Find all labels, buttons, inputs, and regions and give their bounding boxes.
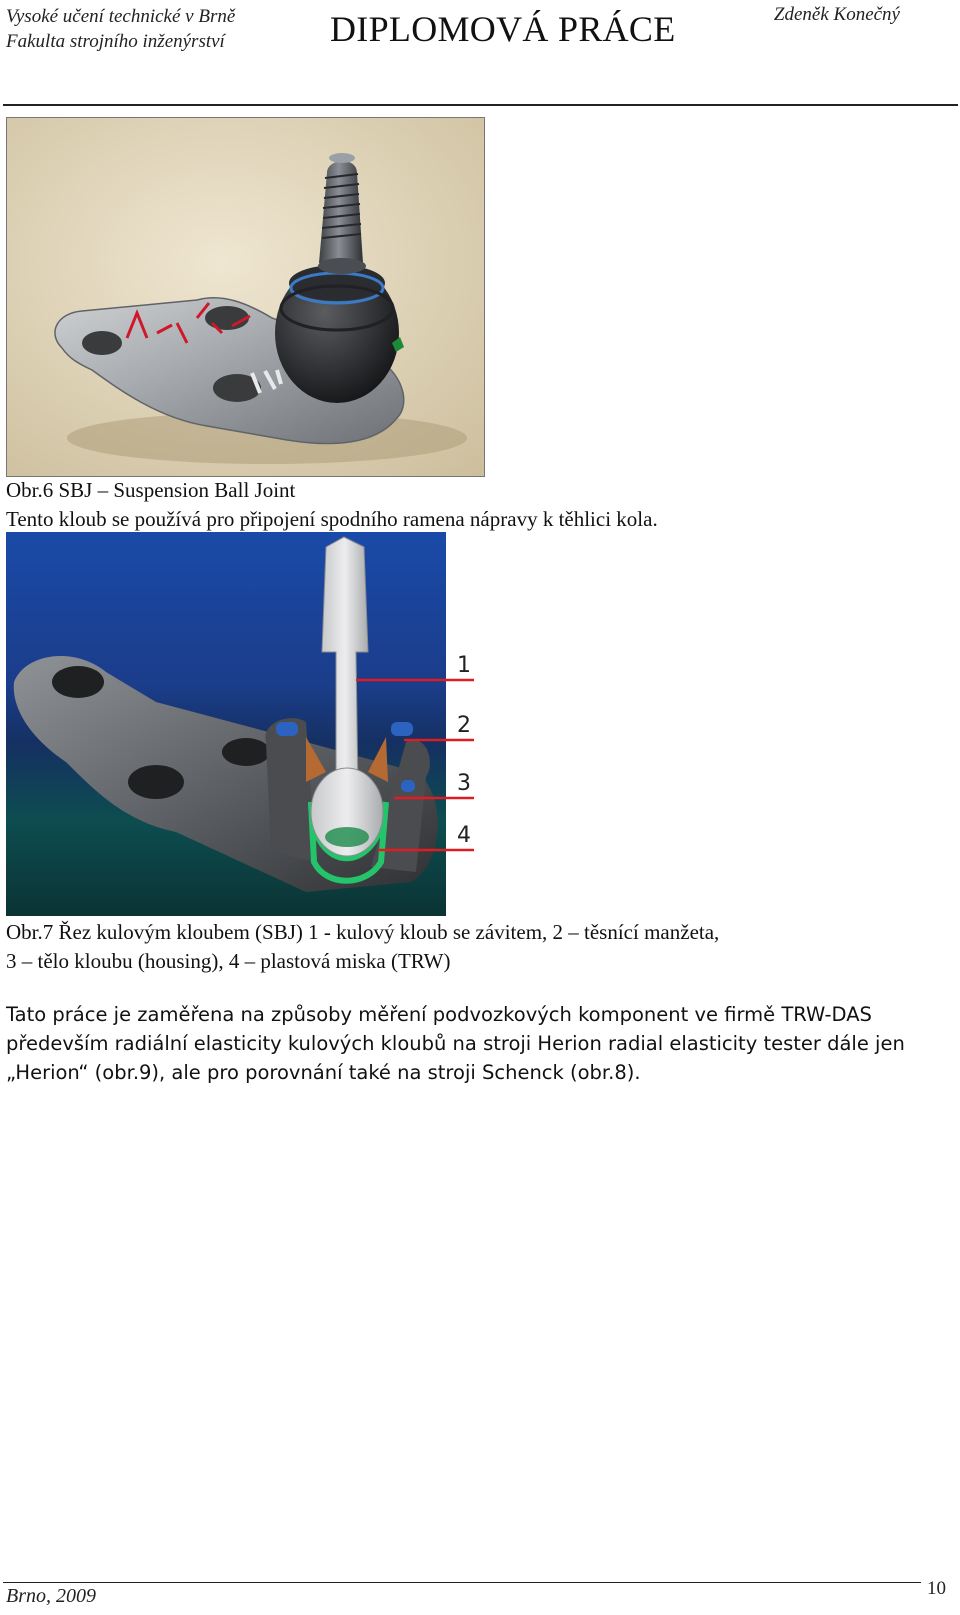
callout-label-4: 4 xyxy=(457,823,471,848)
header-institution xyxy=(6,4,235,54)
ball-joint-cross-section xyxy=(6,532,494,916)
callout-label-3: 3 xyxy=(457,771,471,796)
faculty-name: Fakulta strojního inženýrství xyxy=(6,31,225,52)
header-divider xyxy=(3,104,958,106)
document-title: DIPLOMOVÁ PRÁCE xyxy=(330,9,676,49)
callout-label-2: 2 xyxy=(457,713,471,738)
footer-place-year: Brno, 2009 xyxy=(6,1585,96,1607)
university-name: Vysoké učení technické v Brně xyxy=(6,6,236,27)
callout-label-1: 1 xyxy=(457,653,471,678)
author-name: Zdeněk Konečný xyxy=(773,4,900,25)
ball-joint-photo xyxy=(6,117,485,477)
figure2-caption: Obr.7 Řez kulovým kloubem (SBJ) 1 - kulový kloub se závitem, 2 – těsnící manžeta, xyxy=(6,920,720,944)
figure2-caption-continued: 3 – tělo kloubu (housing), 4 – plastová miska (TRW) xyxy=(6,949,451,973)
body-paragraph-line-3: „Herion“ (obr.9), ale pro porovnání také na stroji Schenck (obr.8). xyxy=(6,1061,641,1084)
page-number: 10 xyxy=(927,1578,946,1599)
body-paragraph-line-1: Tato práce je zaměřena na způsoby měření podvozkových komponent ve firmě TRW-DAS xyxy=(6,1003,872,1026)
figure1-description: Tento kloub se používá pro připojení spodního ramena nápravy k těhlici kola. xyxy=(6,507,658,531)
footer-divider xyxy=(3,1582,921,1583)
figure1-caption: Obr.6 SBJ – Suspension Ball Joint xyxy=(6,478,296,502)
body-paragraph-line-2: především radiální elasticity kulových kloubů na stroji Herion radial elasticity tester dále jen xyxy=(6,1032,905,1055)
